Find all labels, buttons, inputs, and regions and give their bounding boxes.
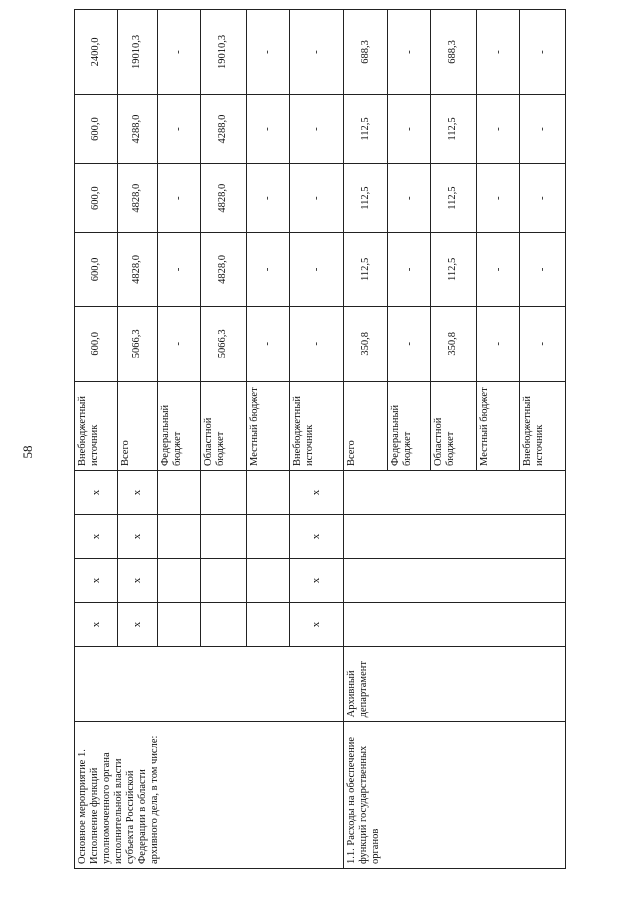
empty-cell <box>344 514 566 558</box>
mark-cell <box>246 558 289 602</box>
mark-cell <box>200 470 246 514</box>
value-cell: - <box>520 94 566 163</box>
funding-source: Внебюджетный источник <box>75 381 118 470</box>
value-cell: 5066,3 <box>200 306 246 381</box>
empty-cell <box>344 602 566 646</box>
value-cell: 4828,0 <box>118 164 157 233</box>
value-cell: 688,3 <box>344 10 387 95</box>
funding-source: Всего <box>344 381 387 470</box>
value-cell: - <box>290 233 344 306</box>
mark-cell <box>157 602 200 646</box>
value-cell: 4828,0 <box>200 233 246 306</box>
mark-cell <box>200 602 246 646</box>
value-cell: 600,0 <box>75 164 118 233</box>
mark-cell: x <box>118 514 157 558</box>
value-cell: - <box>246 10 289 95</box>
value-cell: - <box>387 94 430 163</box>
mark-cell: x <box>118 558 157 602</box>
value-cell: 19010,3 <box>118 10 157 95</box>
value-cell: - <box>476 306 519 381</box>
mark-cell: x <box>290 470 344 514</box>
value-cell: - <box>290 306 344 381</box>
value-cell: 112,5 <box>344 94 387 163</box>
value-cell: 112,5 <box>431 164 477 233</box>
value-cell: - <box>157 164 200 233</box>
mark-cell: x <box>290 558 344 602</box>
value-cell: - <box>476 164 519 233</box>
value-cell: - <box>157 94 200 163</box>
mark-cell: x <box>290 514 344 558</box>
funding-source: Внебюджетный источник <box>520 381 566 470</box>
value-cell: - <box>520 164 566 233</box>
mark-cell <box>157 470 200 514</box>
value-cell: 112,5 <box>344 164 387 233</box>
value-cell: 600,0 <box>75 306 118 381</box>
mark-cell <box>157 514 200 558</box>
table-row <box>344 10 387 869</box>
funding-source: Областной бюджет <box>200 381 246 470</box>
funding-source: Областной бюджет <box>431 381 477 470</box>
budget-table-rotated <box>74 9 566 869</box>
value-cell: 19010,3 <box>200 10 246 95</box>
mark-cell <box>200 514 246 558</box>
value-cell: - <box>476 233 519 306</box>
mark-cell <box>246 602 289 646</box>
funding-source: Федеральный бюджет <box>157 381 200 470</box>
value-cell: - <box>520 233 566 306</box>
mark-cell: x <box>118 602 157 646</box>
value-cell: - <box>387 164 430 233</box>
mark-cell: x <box>75 470 118 514</box>
value-cell: 112,5 <box>431 233 477 306</box>
value-cell: - <box>246 233 289 306</box>
value-cell: 112,5 <box>344 233 387 306</box>
value-cell: 2400,0 <box>75 10 118 95</box>
value-cell: 600,0 <box>75 94 118 163</box>
value-cell: - <box>290 94 344 163</box>
value-cell: - <box>520 10 566 95</box>
value-cell: - <box>157 10 200 95</box>
main-event-executor <box>75 646 344 721</box>
value-cell: - <box>520 306 566 381</box>
value-cell: 4828,0 <box>118 233 157 306</box>
value-cell: - <box>290 164 344 233</box>
empty-cell <box>344 558 566 602</box>
mark-cell: x <box>75 514 118 558</box>
value-cell: - <box>476 94 519 163</box>
mark-cell <box>200 558 246 602</box>
funding-source: Всего <box>118 381 157 470</box>
table-row <box>75 10 118 869</box>
value-cell: - <box>157 306 200 381</box>
value-cell: - <box>476 10 519 95</box>
mark-cell: x <box>290 602 344 646</box>
value-cell: 600,0 <box>75 233 118 306</box>
main-event-title: Основное мероприятие 1. Исполнение функций уполномоченного органа исполнительной власти субъекта Российской Федерации в области архивного дела, в том числе: <box>75 722 344 869</box>
value-cell: 4828,0 <box>200 164 246 233</box>
mark-cell <box>157 558 200 602</box>
value-cell: - <box>246 164 289 233</box>
mark-cell: x <box>118 470 157 514</box>
value-cell: - <box>246 306 289 381</box>
page-number: 58 <box>20 445 35 459</box>
value-cell: 350,8 <box>344 306 387 381</box>
value-cell: 112,5 <box>431 94 477 163</box>
value-cell: 4288,0 <box>200 94 246 163</box>
value-cell: - <box>290 10 344 95</box>
mark-cell <box>246 514 289 558</box>
value-cell: 688,3 <box>431 10 477 95</box>
value-cell: - <box>387 306 430 381</box>
sub-event-executor: Архивный департамент <box>344 646 566 721</box>
value-cell: - <box>387 233 430 306</box>
value-cell: - <box>387 10 430 95</box>
value-cell: - <box>157 233 200 306</box>
value-cell: 5066,3 <box>118 306 157 381</box>
budget-table <box>74 9 566 869</box>
funding-source: Внебюджетный источник <box>290 381 344 470</box>
mark-cell: x <box>75 558 118 602</box>
value-cell: 350,8 <box>431 306 477 381</box>
value-cell: - <box>246 94 289 163</box>
mark-cell <box>246 470 289 514</box>
value-cell: 4288,0 <box>118 94 157 163</box>
funding-source: Местный бюджет <box>476 381 519 470</box>
funding-source: Местный бюджет <box>246 381 289 470</box>
sub-event-title: 1.1. Расходы на обеспечение функций государственных органов <box>344 722 566 869</box>
mark-cell: x <box>75 602 118 646</box>
empty-cell <box>344 470 566 514</box>
funding-source: Федеральный бюджет <box>387 381 430 470</box>
